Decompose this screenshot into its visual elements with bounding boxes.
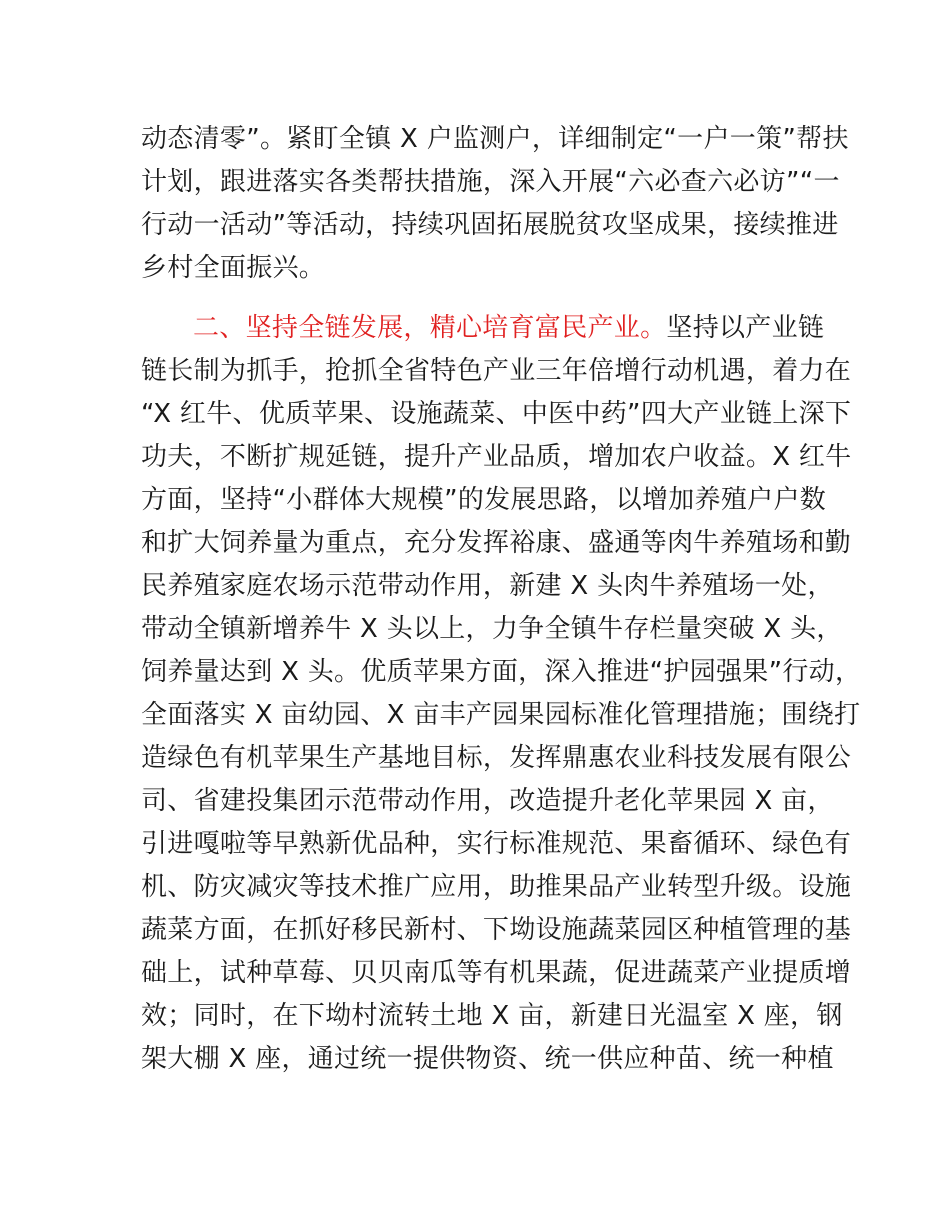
paragraph-1-line: 乡村全面振兴。: [141, 253, 326, 283]
paragraph-2-line: 架大棚 X 座，通过统一提供物资、统一供应种苗、统一种植: [141, 1044, 834, 1074]
paragraph-1-line: 计划，跟进落实各类帮扶措施，深入开展“六必查六必访”“一: [141, 167, 840, 197]
paragraph-2-first-line-text: 坚持以产业链: [666, 313, 825, 343]
paragraph-2-line: 链长制为抓手，抢抓全省特色产业三年倍增行动机遇，着力在: [141, 356, 852, 386]
paragraph-2-line: 民养殖家庭农场示范带动作用，新建 X 头肉牛养殖场一处，: [141, 571, 834, 601]
paragraph-2-line: 础上，试种草莓、贝贝南瓜等有机果蔬，促进蔬菜产业提质增: [141, 958, 852, 988]
paragraph-1-line: 动态清零”。紧盯全镇 X 户监测户，详细制定“一户一策”帮扶: [141, 124, 849, 154]
paragraph-1: [141, 118, 849, 290]
paragraph-2-line: “X 红牛、优质苹果、设施蔬菜、中医中药”四大产业链上深下: [141, 399, 852, 429]
paragraph-2-line: 和扩大饲养量为重点，充分发挥裕康、盛通等肉牛养殖场和勤: [141, 528, 852, 558]
paragraph-2-line: 造绿色有机苹果生产基地目标，发挥鼎惠农业科技发展有限公: [141, 743, 852, 773]
paragraph-2-line: 司、省建投集团示范带动作用，改造提升老化苹果园 X 亩，: [141, 786, 834, 816]
paragraph-2-line: 全面落实 X 亩幼园、X 亩丰产园果园标准化管理措施；围绕打: [141, 700, 861, 730]
paragraph-2-line: 蔬菜方面，在抓好移民新村、下坳设施蔬菜园区种植管理的基: [141, 915, 852, 945]
paragraph-2-line: 功夫，不断扩规延链，提升产业品质，增加农户收益。X 红牛: [141, 442, 852, 472]
paragraph-2-line: 方面，坚持“小群体大规模”的发展思路，以增加养殖户户数: [141, 485, 827, 515]
paragraph-2-first-line: [141, 307, 824, 350]
paragraph-2-line: 饲养量达到 X 头。优质苹果方面，深入推进“护园强果”行动，: [141, 657, 862, 687]
paragraph-2-line: 机、防灾减灾等技术推广应用，助推果品产业转型升级。设施: [141, 872, 852, 902]
paragraph-1-line: 行动一活动”等活动，持续巩固拓展脱贫攻坚成果，接续推进: [141, 210, 839, 240]
paragraph-2: [141, 307, 862, 1081]
paragraph-2-line: 引进嘎啦等早熟新优品种，实行标准规范、果畜循环、绿色有: [141, 829, 852, 859]
section-heading: 二、坚持全链发展，精心培育富民产业。: [193, 313, 667, 343]
paragraph-2-line: 效；同时，在下坳村流转土地 X 亩，新建日光温室 X 座，钢: [141, 1001, 843, 1031]
paragraph-2-line: 带动全镇新增养牛 X 头以上，力争全镇牛存栏量突破 X 头，: [141, 614, 843, 644]
